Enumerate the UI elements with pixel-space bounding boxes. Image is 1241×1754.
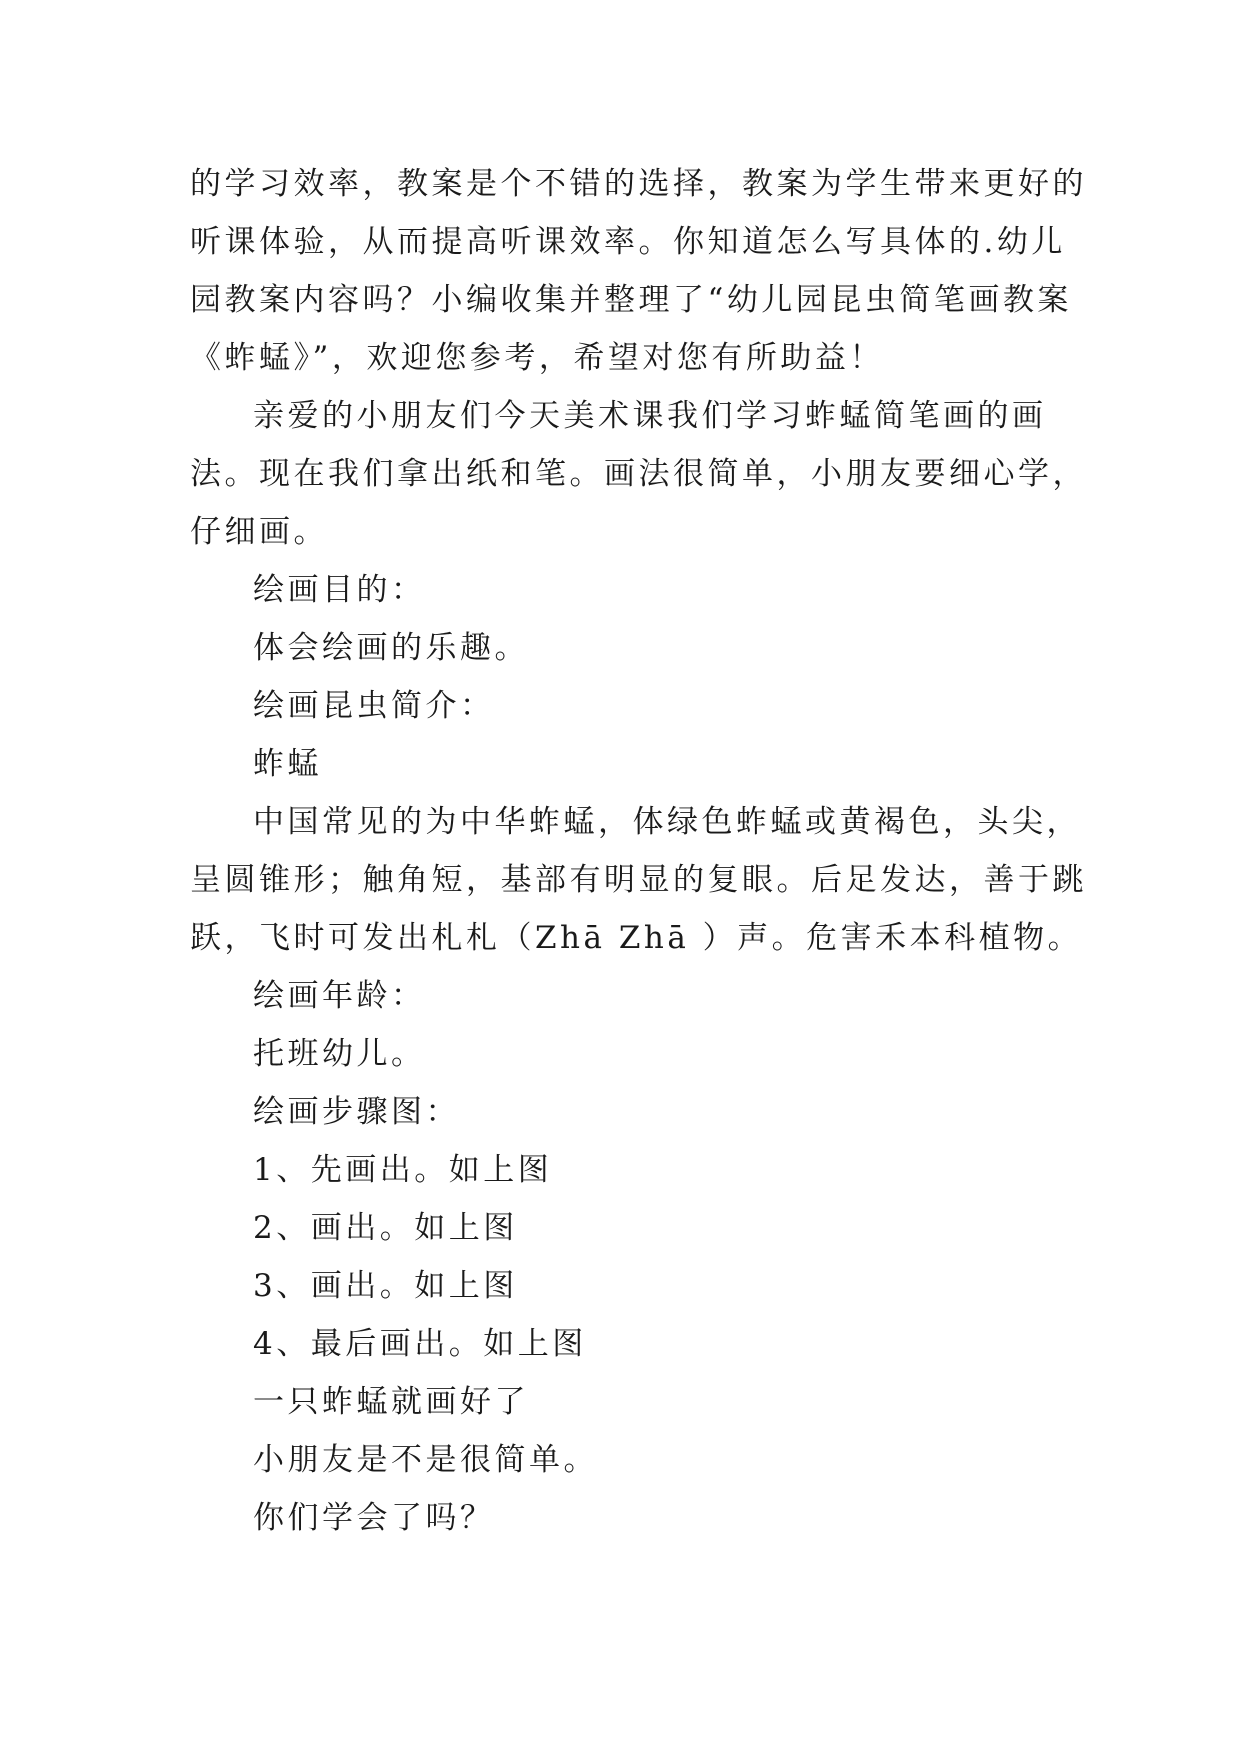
insect-description-line-2: 呈圆锥形；触角短，基部有明显的复眼。后足发达，善于跳: [190, 862, 1087, 898]
text-line-2: 听课体验，从而提高听课效率。你知道怎么写具体的.幼儿: [190, 224, 1066, 260]
heading-age: 绘画年龄：: [253, 978, 426, 1014]
step-4: 4、最后画出。如上图: [253, 1326, 587, 1362]
age-text: 托班幼儿。: [253, 1036, 426, 1072]
insect-description-line-3: 跃，飞时可发出札札（Zhā Zhā ）声。危害禾本科植物。: [190, 920, 1083, 956]
step-2: 2、画出。如上图: [253, 1210, 518, 1246]
finish-text: 一只蚱蜢就画好了: [253, 1384, 529, 1420]
simple-text: 小朋友是不是很简单。: [253, 1442, 598, 1478]
step-1: 1、先画出。如上图: [253, 1152, 553, 1188]
purpose-text: 体会绘画的乐趣。: [253, 630, 529, 666]
text-line-3: 园教案内容吗？小编收集并整理了“幼儿园昆虫简笔画教案: [190, 282, 1072, 318]
heading-purpose: 绘画目的：: [253, 572, 426, 608]
text-line-1: 的学习效率，教案是个不错的选择，教案为学生带来更好的: [190, 166, 1087, 202]
text-line-4: 《蚱蜢》”，欢迎您参考，希望对您有所助益！: [190, 340, 884, 376]
heading-insect-intro: 绘画昆虫简介：: [253, 688, 495, 724]
insect-description-line-1: 中国常见的为中华蚱蜢，体绿色蚱蜢或黄褐色，头尖，: [253, 804, 1081, 840]
text-line-7: 仔细画。: [190, 514, 328, 550]
insect-name: 蚱蜢: [253, 746, 322, 782]
paragraph-intro: 亲爱的小朋友们今天美术课我们学习蚱蜢简笔画的画: [253, 398, 1047, 434]
heading-steps: 绘画步骤图：: [253, 1094, 460, 1130]
question-text: 你们学会了吗？: [253, 1500, 495, 1536]
text-line-6: 法。现在我们拿出纸和笔。画法很简单，小朋友要细心学，: [190, 456, 1087, 492]
step-3: 3、画出。如上图: [253, 1268, 518, 1304]
